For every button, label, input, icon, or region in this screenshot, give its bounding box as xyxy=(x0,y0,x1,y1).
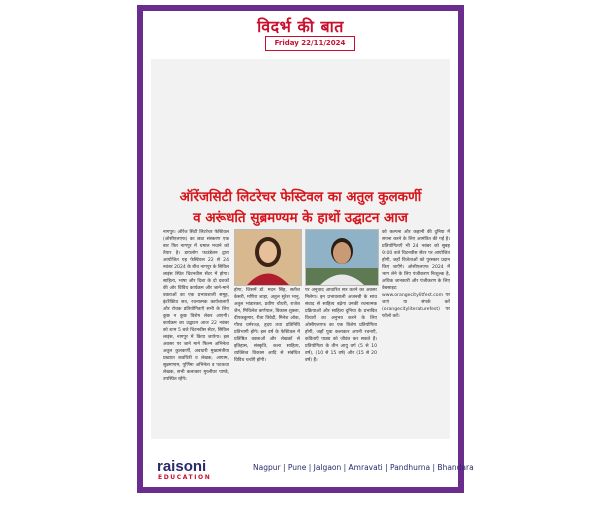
headline-line-1: ऑरेंजसिटी लिटरेचर फेस्टिवल का अतुल कुलकर्णी xyxy=(179,189,422,205)
masthead: विदर्भ की बात xyxy=(257,17,344,36)
headline-line-2: व अरूंधति सुब्रमण्यम के हाथों उद्घाटन आज xyxy=(193,210,408,226)
date-badge: Friday 22/11/2024 xyxy=(265,36,355,51)
city-list: Nagpur | Pune | Jalgaon | Amravati | Pandhurna | Bhandara xyxy=(253,463,474,472)
article-column-4: को कल्पना और कहानी की दुनिया में सपना करने के लिए आमंत्रित की गई है। प्रतियोगिताएँ भी 24 नवंबर को सुबह 9:00 बजे चिटनवीस सेंटर पर आयोजित होगी, जहाँ विजेताओं को पुरस्कार प्रदान किए जाएँगे। ओसीएलएफ 2024 में भाग लेने के लिए पंजीकरण निःशुल्क है, अधिक जानकारी और पंजीकरण के लिए वेबसाइट: www.orangecitylitfest.com पर जाएं या संपर्क करें (orangecityliteraturefest) पर फॉलो करें। xyxy=(382,230,450,319)
photo-speaker-woman xyxy=(234,229,302,286)
article-column-1: नागपुर। ऑरेंज सिटी लिटरेचर फेस्टिवल (ओसीएलएफ) का छठा संस्करण एक बार फिर नागपुर में धमाल मचाने को तैयार है। डायलोग फाउंडेशन द्वारा आयोजित यह फेस्टिवल 22 से 24 नवंबर 2024 के बीच नागपुर के सिविल लाइंस स्थित चिटनवीस सेंटर में होगा। साहित्य, भाषा और दिशा के दो दशकों की ओर विविध कार्यक्रम और जाने-माने वक्ताओं का एक प्रभावशाली समूह, इंटरैक्टिव सत्र, रचनात्मक कार्यशालाएँ और रोचक प्रतियोगिताएँ सभी के लिए कुछ न कुछ विशेष लेकर आएगी। कार्यक्रम का उद्घाटन आज 22 नवंबर को शाम 5 बजे चिटनवीस सेंटर, सिविल लाइंस, नागपुर में किया जायेगा। इस अवसर पर जाने माने फिल्म अभिनेता अतुल कुलकर्णी, अवधारी मुख्यमंत्रीया प्रख्यात कवयित्री व लेखक, आयाम, सुब्रमण्यम, पूर्णिमा अभिनेता व पटकथा लेखक, सभी कलाकार मुरलीघर पाण्डे, उपस्थित रहेंगे। xyxy=(163,230,229,382)
headline xyxy=(151,187,450,229)
footer xyxy=(143,449,474,489)
news-clipping xyxy=(151,59,450,439)
clipping-frame xyxy=(137,5,474,493)
raisoni-logo xyxy=(157,459,211,481)
photo-speaker-man xyxy=(305,229,379,286)
brand-subtitle: EDUCATION xyxy=(158,474,212,481)
article-column-2: होगा, जिसमें डॉ. मदन सिंह, सतीश केसरी, मणिरा शाहा, अतुल सुरेश भानु, अतुल भांडारकर, प्रवीण चौधरी, राजेश जैन, मिथिलेश कर्णपाल, विकास शुक्ला, दीपककुमार, रीता त्रिवेदी, मिनेश ओक, गौरव धर्मरज्ज्ञ, हृदय तथा प्रतिनिधि प्रतिभागी होंगे। इस वर्ष के फेस्टिवल में प्रतिष्ठित वक्ताओं और लेखकों से इतिहास, संस्कृति, कला साहित्य, व्यक्तित्व विकास आदि से संबंधित विविध चर्चाएँ होंगी। xyxy=(234,288,300,363)
article-column-3: पर अनुवाद आधारित सत्र करने का अवसर मिलेगा। इन प्रभावशाली अजनबी के साथ संवाद से साहित्य बढ़ेगा उनकी रचनात्मक प्रक्रियाओं और साहित्य दुनिया के प्रभावित विचारों का अनुभव करने के लिए ओसीएलएफ का एक विशेष प्रतियोगिता होगी, जहाँ युवा कलाकार अपनी रचनाएँ, कविताएँ पाठ्य को जीवंत कर सकते हैं। प्रतियोगिता के तीन आयु वर्ग (5 से 10 वर्ष), (10 से 15 वर्ष) और (15 से 20 वर्ष) हैं। xyxy=(305,288,377,363)
brand-name: raisoni xyxy=(157,458,207,475)
